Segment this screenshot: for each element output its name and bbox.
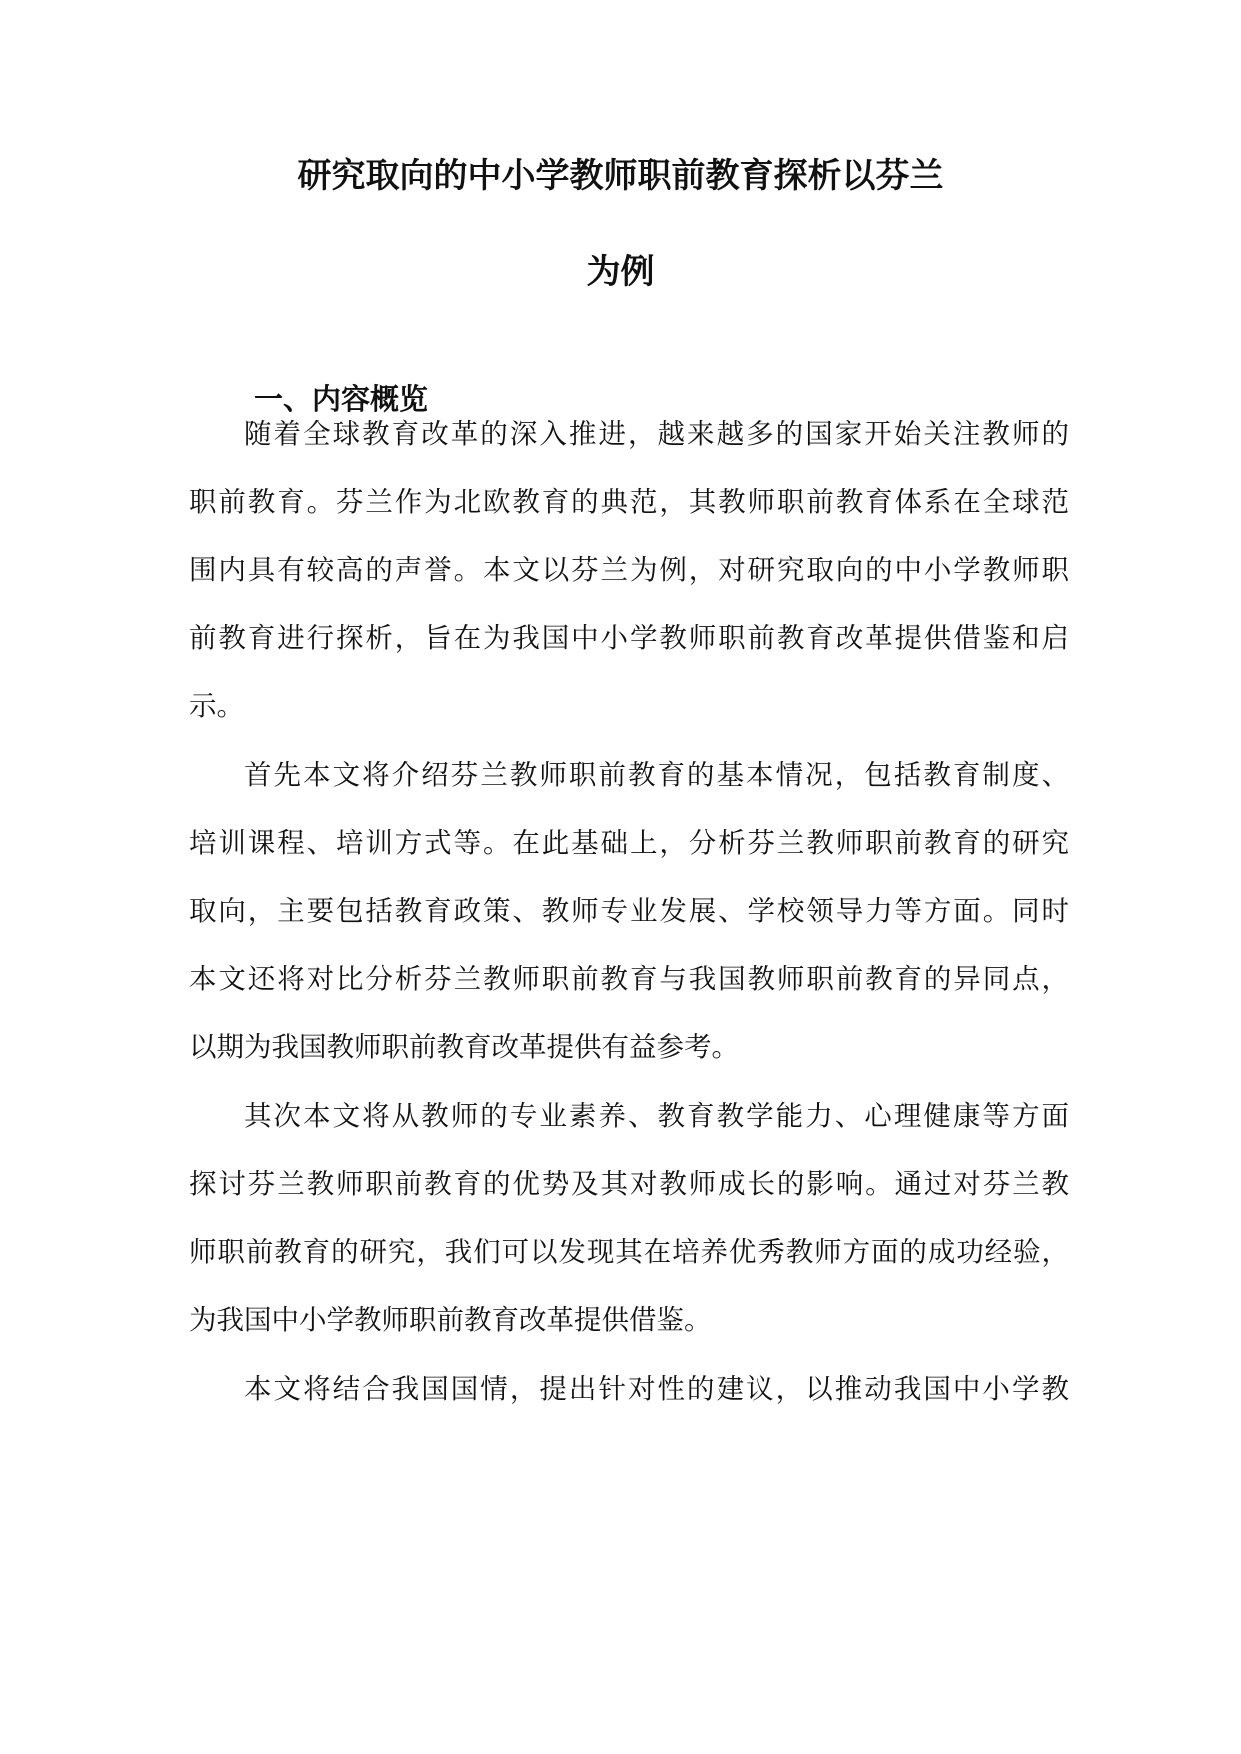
paragraph-line: 首先本文将介绍芬兰教师职前教育的基本情况，包括教育制度、 — [244, 759, 1069, 791]
paragraph-line: 本文将结合我国国情，提出针对性的建议，以推动我国中小学教 — [244, 1373, 1069, 1405]
paragraph-line: 探讨芬兰教师职前教育的优势及其对教师成长的影响。通过对芬兰教 — [189, 1168, 1069, 1200]
paragraph-line: 围内具有较高的声誉。本文以芬兰为例，对研究取向的中小学教师职 — [189, 554, 1069, 586]
paragraph-line: 培训课程、培训方式等。在此基础上，分析芬兰教师职前教育的研究 — [189, 827, 1069, 859]
paragraph-line: 职前教育。芬兰作为北欧教育的典范，其教师职前教育体系在全球范 — [189, 486, 1069, 518]
paragraph-line: 前教育进行探析，旨在为我国中小学教师职前教育改革提供借鉴和启 — [189, 622, 1069, 654]
paragraph-line: 以期为我国教师职前教育改革提供有益参考。 — [189, 1031, 739, 1063]
paragraph-line: 师职前教育的研究，我们可以发现其在培养优秀教师方面的成功经验， — [189, 1236, 1069, 1268]
paragraph-line: 其次本文将从教师的专业素养、教育教学能力、心理健康等方面 — [244, 1100, 1069, 1132]
paragraph-line: 为我国中小学教师职前教育改革提供借鉴。 — [189, 1304, 712, 1336]
paragraph-line: 本文还将对比分析芬兰教师职前教育与我国教师职前教育的异同点， — [189, 963, 1069, 995]
document-title-line-2: 为例 — [586, 252, 655, 292]
paragraph-line: 示。 — [189, 690, 244, 722]
paragraph-line: 取向，主要包括教育政策、教师专业发展、学校领导力等方面。同时 — [189, 895, 1069, 927]
section-heading: 一、内容概览 — [254, 382, 429, 416]
paragraph-line: 随着全球教育改革的深入推进，越来越多的国家开始关注教师的 — [244, 418, 1069, 450]
document-title-line-1: 研究取向的中小学教师职前教育探析以芬兰 — [297, 156, 944, 196]
